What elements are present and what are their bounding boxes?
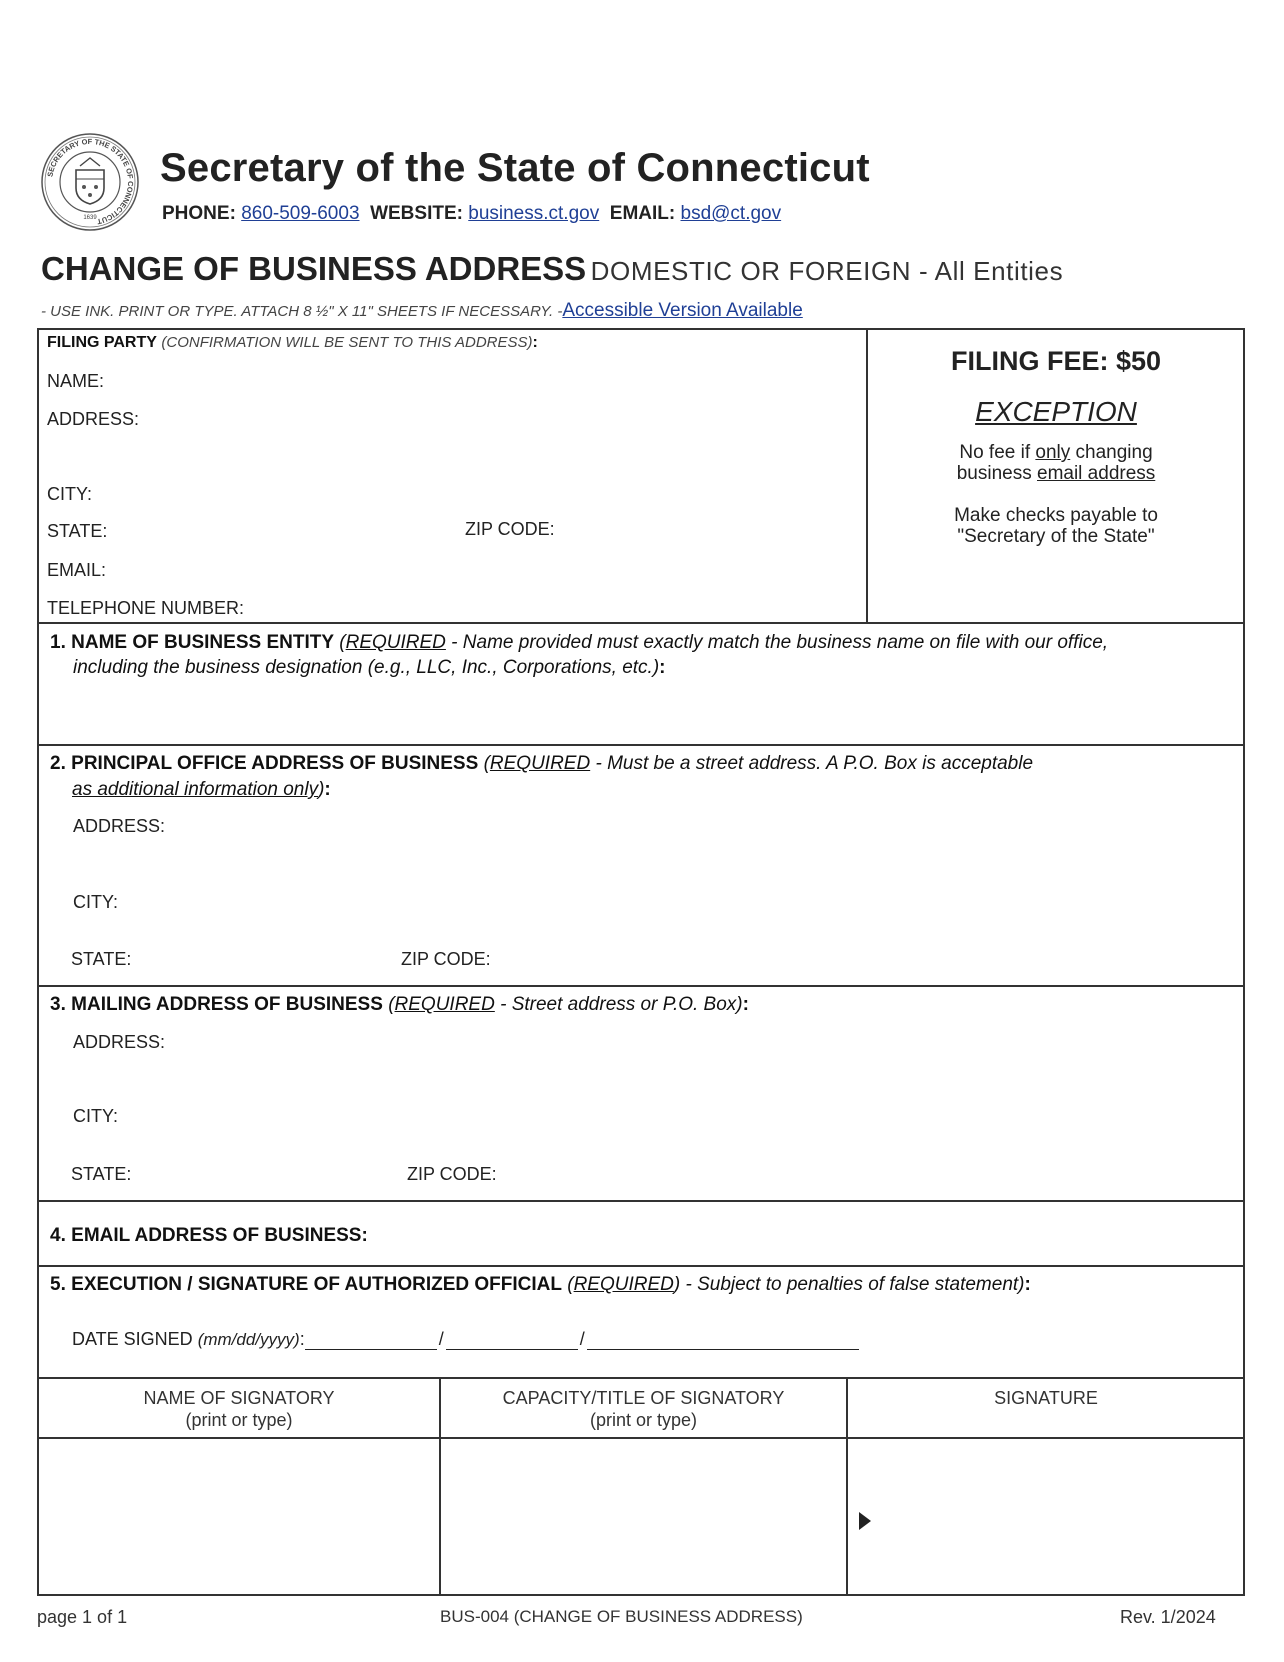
state-seal-icon xyxy=(40,132,140,232)
footer-revision: Rev. 1/2024 xyxy=(1120,1607,1216,1627)
checks-line-1: Make checks payable to xyxy=(954,505,1158,526)
section4-title: EMAIL ADDRESS OF BUSINESS: xyxy=(71,1225,368,1246)
filing-state-label: STATE: xyxy=(47,521,108,541)
section4-heading xyxy=(50,1225,368,1247)
seal-year: 1639 xyxy=(83,215,97,221)
section5-desc: ) - Subject to penalties of false statement) xyxy=(673,1274,1025,1295)
section1-desc-1: - Name provided must exactly match the business name on file with our office, xyxy=(445,632,1109,653)
filing-city-label: CITY: xyxy=(47,484,93,504)
section2-desc-2: as additional information only xyxy=(72,779,319,800)
divider-section3 xyxy=(37,985,1245,987)
section4-number: 4. xyxy=(50,1225,66,1246)
no-fee-only: only xyxy=(1035,442,1071,463)
date-year-field[interactable] xyxy=(587,1331,859,1350)
sig-col2-sub: (print or type) xyxy=(589,1410,698,1430)
section1-heading: 1. NAME OF BUSINESS ENTITY (REQUIRED - Name provided must exactly match the business name on file with our office, xyxy=(50,632,1109,653)
page-title: Secretary of the State of Connecticut xyxy=(160,146,870,190)
date-day-field[interactable] xyxy=(446,1331,578,1350)
section1-desc-line2: including the business designation (e.g., LLC, Inc., Corporations, etc.): xyxy=(73,657,666,678)
filing-party-heading xyxy=(47,334,538,352)
footer-page: page 1 of 1 xyxy=(37,1607,128,1627)
date-month-field[interactable] xyxy=(305,1331,437,1350)
no-fee-changing: changing xyxy=(1070,442,1153,463)
section3-desc: - Street address or P.O. Box) xyxy=(494,994,743,1015)
section5-title: EXECUTION / SIGNATURE OF AUTHORIZED OFFICIAL xyxy=(71,1274,562,1295)
section3-heading: 3. MAILING ADDRESS OF BUSINESS (REQUIRED - Street address or P.O. Box): xyxy=(50,994,749,1015)
principal-zip-label: ZIP CODE: xyxy=(401,949,491,969)
no-fee-text: No fee if xyxy=(959,442,1036,463)
phone-label: PHONE: xyxy=(162,203,236,224)
divider-section4 xyxy=(37,1200,1245,1202)
website-label: WEBSITE: xyxy=(370,203,463,224)
sig-col2-header xyxy=(441,1387,846,1431)
instructions xyxy=(41,300,803,322)
section3-number: 3. xyxy=(50,994,66,1015)
email-label: EMAIL: xyxy=(609,203,676,224)
form-title-main: CHANGE OF BUSINESS ADDRESS xyxy=(41,250,587,287)
signature-field[interactable] xyxy=(848,1439,1244,1595)
signatory-name-field[interactable] xyxy=(39,1439,439,1595)
checks-line-2: "Secretary of the State" xyxy=(957,526,1155,547)
sig-col1-header xyxy=(39,1387,439,1431)
filing-party-colon: : xyxy=(532,334,538,351)
filing-email-label: EMAIL: xyxy=(47,560,107,580)
date-signed-label: DATE SIGNED xyxy=(72,1329,193,1349)
date-signed-row: DATE SIGNED (mm/dd/yyyy): / / xyxy=(72,1329,859,1350)
divider-section5 xyxy=(37,1265,1245,1267)
filing-telephone-label: TELEPHONE NUMBER: xyxy=(47,598,245,618)
mailing-state-label: STATE: xyxy=(71,1164,132,1184)
footer-form-id: BUS-004 (CHANGE OF BUSINESS ADDRESS) xyxy=(440,1607,803,1626)
section2-desc-line2: as additional information only): xyxy=(72,779,331,800)
fee-exception-note xyxy=(868,442,1244,484)
section1-number: 1. xyxy=(50,632,66,653)
date-slash-2: / xyxy=(579,1329,585,1349)
no-fee-business: business xyxy=(956,463,1037,484)
section2-title: PRINCIPAL OFFICE ADDRESS OF BUSINESS xyxy=(71,753,479,774)
principal-state-label: STATE: xyxy=(71,949,132,969)
signature-arrow-icon xyxy=(858,1511,872,1531)
sig-col1-title: NAME OF SIGNATORY xyxy=(143,1388,335,1408)
section2-heading: 2. PRINCIPAL OFFICE ADDRESS OF BUSINESS (REQUIRED - Must be a street address. A P.O. Box is acceptable xyxy=(50,753,1034,774)
check-payable-note xyxy=(868,505,1244,547)
divider-section1 xyxy=(37,622,1245,624)
no-fee-email: email address xyxy=(1037,463,1156,484)
sig-col1-sub: (print or type) xyxy=(185,1410,293,1430)
section1-desc-2: including the business designation (e.g., LLC, Inc., Corporations, etc.) xyxy=(73,657,660,678)
contact-line xyxy=(162,203,781,225)
mailing-city-label: CITY: xyxy=(73,1106,119,1126)
sig-col2-title: CAPACITY/TITLE OF SIGNATORY xyxy=(502,1388,785,1408)
accessible-version-link[interactable]: Accessible Version Available xyxy=(562,300,803,321)
website-link[interactable]: business.ct.gov xyxy=(468,203,600,224)
signatory-title-field[interactable] xyxy=(441,1439,846,1595)
section3-required: REQUIRED xyxy=(394,994,495,1015)
filing-address-label: ADDRESS: xyxy=(47,409,140,429)
divider-section2 xyxy=(37,744,1245,746)
date-format: (mm/dd/yyyy) xyxy=(197,1330,300,1349)
filing-fee: FILING FEE: $50 xyxy=(950,346,1162,376)
form-subtitle: DOMESTIC OR FOREIGN - All Entities xyxy=(590,256,1064,286)
filing-party-label: FILING PARTY xyxy=(47,334,157,351)
section5-heading: 5. EXECUTION / SIGNATURE OF AUTHORIZED OFFICIAL (REQUIRED) - Subject to penalties of false statement): xyxy=(50,1274,1031,1295)
mailing-zip-label: ZIP CODE: xyxy=(407,1164,497,1184)
filing-zip-label: ZIP CODE: xyxy=(465,519,555,539)
phone-link[interactable]: 860-509-6003 xyxy=(241,203,360,224)
section1-required: REQUIRED xyxy=(345,632,446,653)
section2-number: 2. xyxy=(50,753,66,774)
section3-title: MAILING ADDRESS OF BUSINESS xyxy=(71,994,383,1015)
instructions-text: - USE INK. PRINT OR TYPE. ATTACH 8 ½" X 11" SHEETS IF NECESSARY. - xyxy=(41,303,563,320)
section5-required: REQUIRED xyxy=(573,1274,674,1295)
sig-col3-header: SIGNATURE xyxy=(994,1388,1098,1408)
seal-text: SECRETARY OF THE STATE OF CONNECTICUT xyxy=(45,136,136,227)
fee-exception: EXCEPTION xyxy=(975,396,1137,427)
section2-desc-1: - Must be a street address. A P.O. Box is acceptable xyxy=(590,753,1034,774)
email-link[interactable]: bsd@ct.gov xyxy=(680,203,782,224)
filing-party-note: (CONFIRMATION WILL BE SENT TO THIS ADDRESS) xyxy=(161,334,533,351)
filing-name-label: NAME: xyxy=(47,371,105,391)
sig-table-top xyxy=(37,1377,1245,1379)
mailing-address-label: ADDRESS: xyxy=(73,1032,166,1052)
principal-city-label: CITY: xyxy=(73,892,119,912)
section1-title: NAME OF BUSINESS ENTITY xyxy=(71,632,334,653)
section5-number: 5. xyxy=(50,1274,66,1295)
date-slash-1: / xyxy=(438,1329,444,1349)
principal-address-label: ADDRESS: xyxy=(73,816,166,836)
form-title xyxy=(41,250,1063,288)
section2-required: REQUIRED xyxy=(489,753,591,774)
